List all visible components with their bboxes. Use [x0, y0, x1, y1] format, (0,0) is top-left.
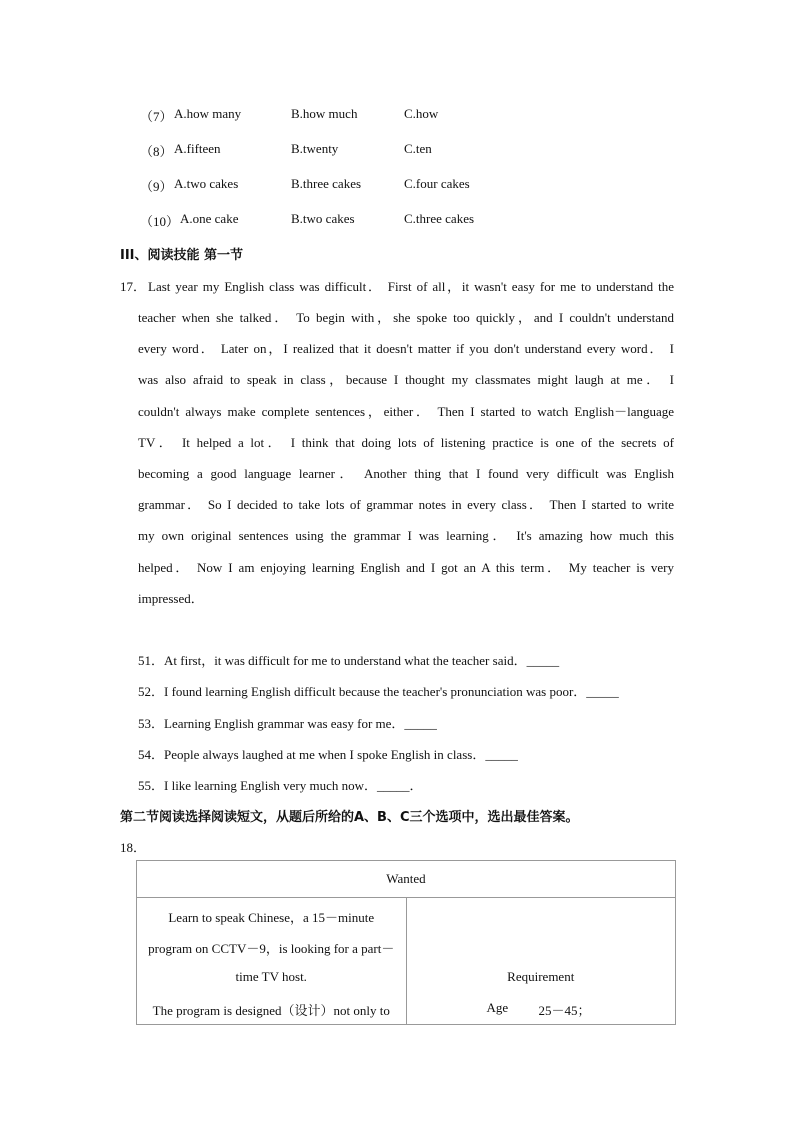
wanted-table: [136, 860, 676, 1025]
statement-54: 54．People always laughed at me when I spoke English in class．_____: [138, 747, 518, 762]
statement-53: 53．Learning English grammar was easy for me．_____: [138, 716, 437, 731]
option-a: A.two cakes: [174, 176, 239, 191]
passage-line: Last year my English class was difficult． First of all，it wasn't easy for me to understand the: [148, 279, 674, 294]
statement-55: 55．I like learning English very much now．_____．: [138, 778, 423, 793]
option-b: B.twenty: [291, 141, 339, 156]
option-a: A.fifteen: [174, 141, 221, 156]
passage-line: my own original sentences using the grammar I was learning． It's amazing how much this: [138, 528, 674, 543]
wanted-title: Wanted: [137, 861, 676, 898]
option-b: B.two cakes: [291, 211, 355, 226]
option-b: B.how much: [291, 106, 358, 121]
passage-line: TV． It helped a lot． I think that doing lots of listening practice is one of the secrets of: [138, 435, 674, 450]
option-row-8: [140, 141, 640, 161]
passage-line: every word． Later on，I realized that it doesn't matter if you don't understand every word． I: [138, 341, 674, 356]
option-row-9: [140, 176, 640, 196]
description-line: Learn to speak Chinese，a 15－minute: [168, 910, 375, 925]
description-line: The program is designed（设计）not only to: [152, 1003, 390, 1018]
passage-line: was also afraid to speak in class，because I thought my classmates might laugh at me． I: [138, 372, 674, 387]
passage-line: teacher when she talked． To begin with，she spoke too quickly，and I couldn't understand: [138, 310, 674, 325]
program-description-cell: [137, 898, 407, 1025]
option-number: （10）: [140, 214, 180, 229]
passage-line: couldn't always make complete sentences，either． Then I started to watch English－language: [138, 404, 674, 419]
passage-line: impressed．: [138, 591, 204, 606]
option-row-7: [140, 106, 640, 126]
section-heading-reading: III、阅读技能 第一节: [120, 248, 244, 263]
passage-line: helped． Now I am enjoying learning English and I got an A this term． My teacher is very: [138, 560, 674, 575]
age-value: 25－45；: [538, 1003, 591, 1018]
option-b: B.three cakes: [291, 176, 362, 191]
requirement-cell: [406, 898, 676, 1025]
option-c: C.four cakes: [404, 176, 470, 191]
option-number: （8）: [140, 144, 173, 159]
option-c: C.ten: [404, 141, 432, 156]
age-label: Age: [486, 1000, 509, 1015]
passage-line: becoming a good language learner． Another thing that I found very difficult was English: [138, 466, 674, 481]
question-number-18: 18．: [120, 840, 147, 855]
requirement-label: Requirement: [507, 969, 575, 984]
question-number-17: 17．: [120, 279, 147, 294]
statement-51: 51．At first，it was difficult for me to understand what the teacher said．_____: [138, 653, 560, 668]
statement-52: 52．I found learning English difficult because the teacher's pronunciation was poor．_____: [138, 684, 619, 699]
description-line: time TV host.: [235, 969, 307, 984]
passage-line: grammar． So I decided to take lots of grammar notes in every class． Then I started to write: [138, 497, 675, 512]
option-a: A.how many: [174, 106, 242, 121]
option-number: （7）: [140, 109, 173, 124]
option-number: （9）: [140, 179, 173, 194]
description-line: program on CCTV－9，is looking for a part－: [148, 941, 395, 956]
section-heading-choice: 第二节阅读选择阅读短文，从题后所给的A、B、C三个选项中，选出最佳答案。: [120, 810, 579, 825]
option-c: C.how: [404, 106, 439, 121]
option-row-10: [140, 211, 640, 231]
option-a: A.one cake: [180, 211, 239, 226]
option-c: C.three cakes: [404, 211, 475, 226]
